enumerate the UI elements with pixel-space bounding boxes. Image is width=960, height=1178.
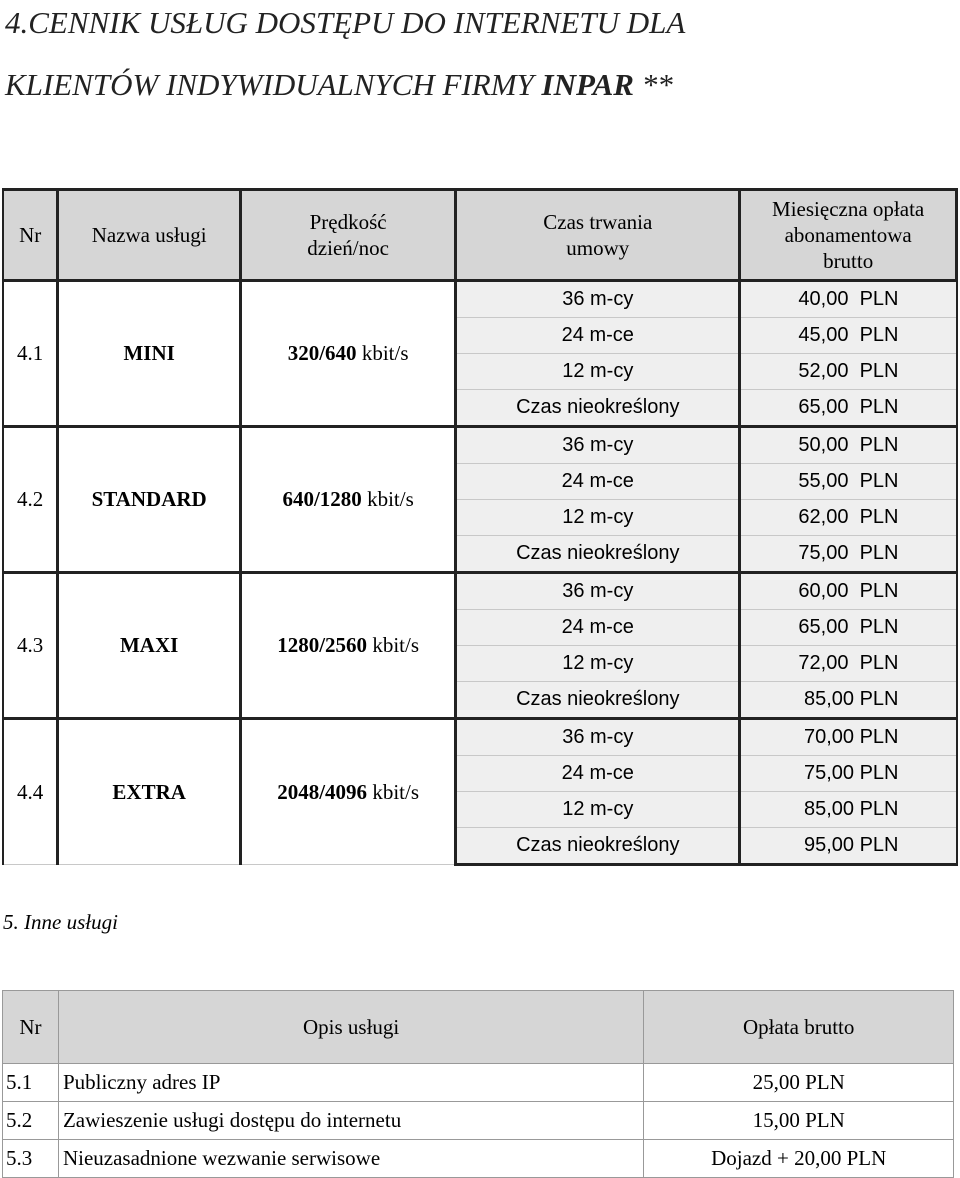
monthly-price: 85,00 PLN: [740, 682, 957, 719]
pricing-row: [3, 573, 957, 610]
title-line-2: KLIENTÓW INDYWIDUALNYCH FIRMY INPAR **: [5, 67, 673, 102]
contract-duration: Czas nieokreślony: [456, 828, 740, 865]
service-number: 5.1: [3, 1064, 59, 1102]
plan-speed: 320/640 kbit/s: [240, 281, 455, 427]
contract-duration: 12 m-cy: [456, 354, 740, 390]
contract-duration: 24 m-ce: [456, 610, 740, 646]
brand-name: INPAR: [541, 67, 634, 102]
monthly-price: 40,00 PLN: [740, 281, 957, 318]
monthly-price: 50,00 PLN: [740, 427, 957, 464]
service-description: Publiczny adres IP: [58, 1064, 643, 1102]
plan-name: EXTRA: [58, 719, 241, 865]
contract-duration: 24 m-ce: [456, 464, 740, 500]
plan-name: MAXI: [58, 573, 241, 719]
service-row: [3, 1064, 954, 1102]
contract-duration: 36 m-cy: [456, 281, 740, 318]
monthly-price: 75,00 PLN: [740, 536, 957, 573]
pricing-header-row: [3, 190, 957, 281]
pricing-table: [2, 188, 958, 866]
contract-duration: 36 m-cy: [456, 427, 740, 464]
plan-name: MINI: [58, 281, 241, 427]
service-price: 25,00 PLN: [644, 1064, 954, 1102]
other-header-nr: Nr: [3, 991, 59, 1064]
header-monthly-fee: Miesięczna opłata abonamentowa brutto: [740, 190, 957, 281]
contract-duration: 24 m-ce: [456, 318, 740, 354]
contract-duration: 24 m-ce: [456, 756, 740, 792]
plan-speed: 640/1280 kbit/s: [240, 427, 455, 573]
header-speed: Prędkość dzień/noc: [240, 190, 455, 281]
service-row: [3, 1102, 954, 1140]
title-line-1: 4.CENNIK USŁUG DOSTĘPU DO INTERNETU DLA: [5, 5, 686, 40]
pricing-row: [3, 427, 957, 464]
monthly-price: 60,00 PLN: [740, 573, 957, 610]
other-services-title: 5. Inne usługi: [3, 910, 118, 934]
plan-number: 4.3: [3, 573, 58, 719]
contract-duration: 36 m-cy: [456, 573, 740, 610]
contract-duration: 12 m-cy: [456, 792, 740, 828]
other-header-desc: Opis usługi: [58, 991, 643, 1064]
monthly-price: 95,00 PLN: [740, 828, 957, 865]
service-number: 5.2: [3, 1102, 59, 1140]
service-row: [3, 1140, 954, 1178]
plan-number: 4.4: [3, 719, 58, 865]
service-description: Zawieszenie usługi dostępu do internetu: [58, 1102, 643, 1140]
monthly-price: 65,00 PLN: [740, 390, 957, 427]
contract-duration: Czas nieokreślony: [456, 682, 740, 719]
monthly-price: 70,00 PLN: [740, 719, 957, 756]
service-description: Nieuzasadnione wezwanie serwisowe: [58, 1140, 643, 1178]
monthly-price: 55,00 PLN: [740, 464, 957, 500]
header-duration: Czas trwania umowy: [456, 190, 740, 281]
monthly-price: 45,00 PLN: [740, 318, 957, 354]
header-service-name: Nazwa usługi: [58, 190, 241, 281]
monthly-price: 72,00 PLN: [740, 646, 957, 682]
service-price: 15,00 PLN: [644, 1102, 954, 1140]
service-number: 5.3: [3, 1140, 59, 1178]
other-services-table: [2, 990, 954, 1178]
service-price: Dojazd + 20,00 PLN: [644, 1140, 954, 1178]
contract-duration: Czas nieokreślony: [456, 536, 740, 573]
other-header-row: [3, 991, 954, 1064]
plan-number: 4.1: [3, 281, 58, 427]
pricing-row: [3, 281, 957, 318]
contract-duration: 36 m-cy: [456, 719, 740, 756]
contract-duration: 12 m-cy: [456, 646, 740, 682]
plan-number: 4.2: [3, 427, 58, 573]
pricing-row: [3, 719, 957, 756]
monthly-price: 85,00 PLN: [740, 792, 957, 828]
page-title: [5, 0, 955, 116]
monthly-price: 62,00 PLN: [740, 500, 957, 536]
plan-speed: 2048/4096 kbit/s: [240, 719, 455, 865]
plan-speed: 1280/2560 kbit/s: [240, 573, 455, 719]
contract-duration: Czas nieokreślony: [456, 390, 740, 427]
monthly-price: 75,00 PLN: [740, 756, 957, 792]
header-nr: Nr: [3, 190, 58, 281]
contract-duration: 12 m-cy: [456, 500, 740, 536]
other-header-price: Opłata brutto: [644, 991, 954, 1064]
plan-name: STANDARD: [58, 427, 241, 573]
monthly-price: 52,00 PLN: [740, 354, 957, 390]
monthly-price: 65,00 PLN: [740, 610, 957, 646]
